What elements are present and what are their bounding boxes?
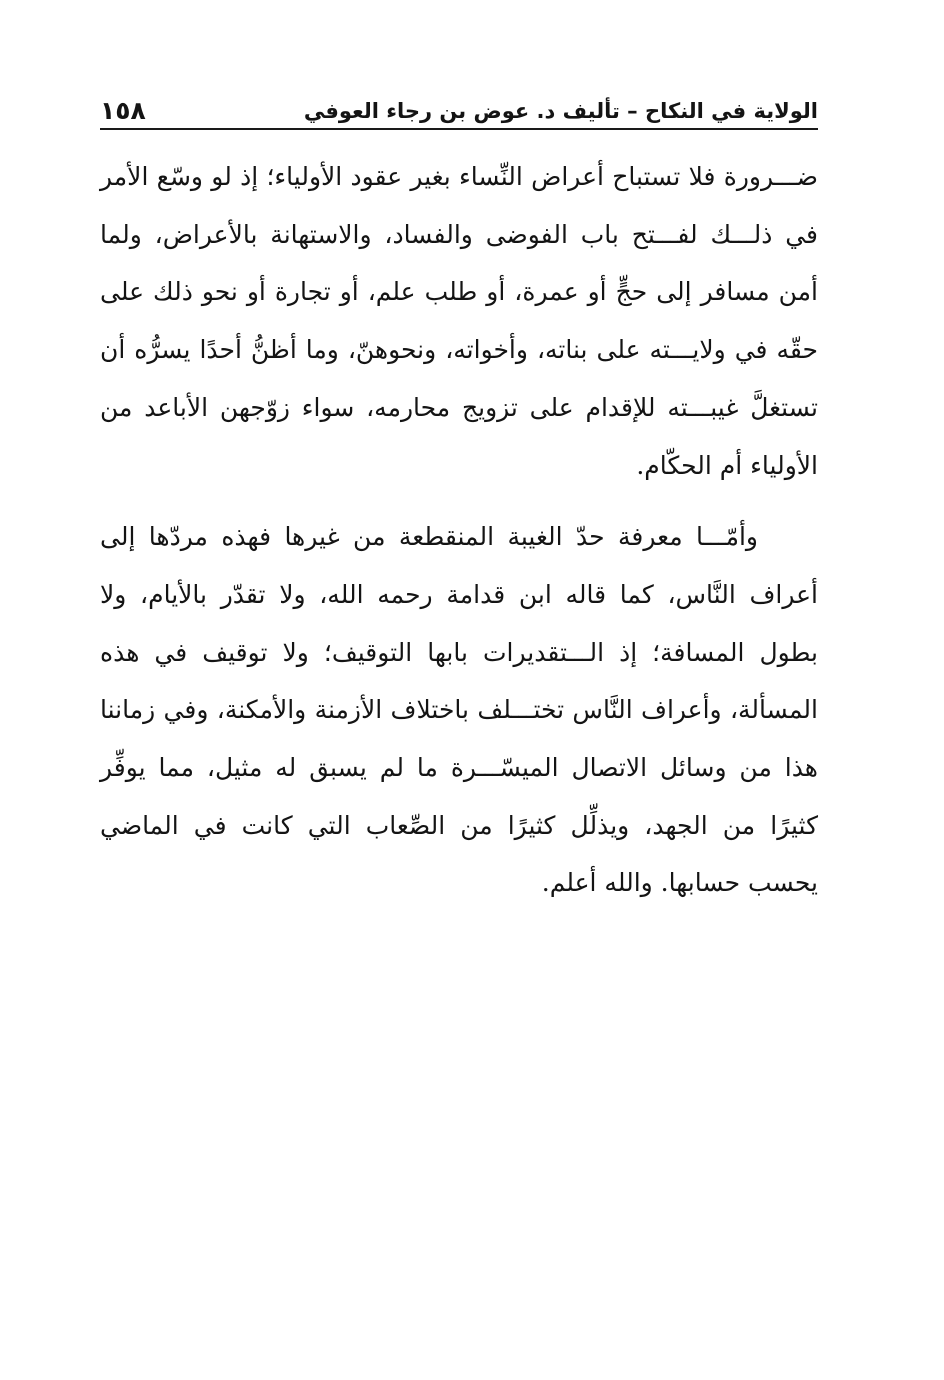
paragraph-2: وأمّـــا معرفة حدّ الغيبة المنقطعة من غيرها فهذه مردّها إلى أعراف النَّاس، كما قاله ابن قدامة رحمه الله، ولا تقدّر بالأيام، ولا بطول المسافة؛ إذ الـــتقديرات بابها التوقيف؛ ولا توقيف في هذه المسألة، وأعراف النَّاس تختـــلف باختلاف الأزمنة والأمكنة، وفي زماننا هذا من وسائل الاتصال الميسّـــرة ما لم يسبق له مثيل، مما يوفِّر كثيرًا من الجهد، ويذلِّل كثيرًا من الصِّعاب التي كانت في الماضي يحسب حسابها. والله أعلم. <box>100 522 818 898</box>
running-header-title: الولاية في النكاح – تأليف د. عوض بن رجاء العوفي <box>303 99 818 123</box>
header-rule <box>100 128 818 130</box>
paragraph-1: ضـــرورة فلا تستباح أعراض النِّساء بغير عقود الأولياء؛ إذ لو وسّع الأمر في ذلـــك لفـــتح باب الفوضى والفساد، والاستهانة بالأعراض، ولما أمن مسافر إلى حجٍّ أو عمرة، أو طلب علم، أو تجارة أو نحو ذلك على حقّه في ولايـــته على بناته، وأخواته، ونحوهنّ، وما أظنُّ أحدًا يسرُّه أن تستغلَّ غيبـــته للإقدام على تزويج محارمه، سواء زوّجهن الأباعد من الأولياء أم الحكّام. <box>100 162 818 480</box>
page-number: ١٥٨ <box>100 96 146 125</box>
running-header <box>100 86 818 126</box>
body-text <box>100 148 818 912</box>
